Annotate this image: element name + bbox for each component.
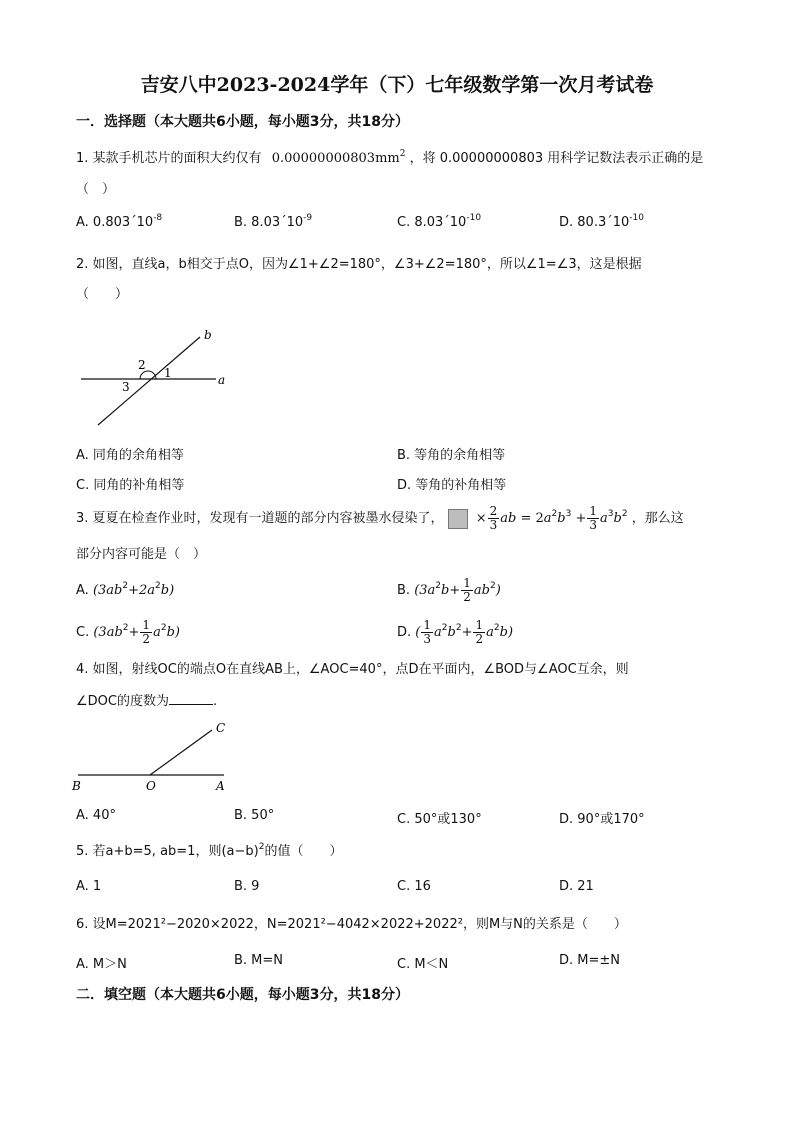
section-2-heading: 二．填空题（本大题共6小题，每小题3分，共18分） (76, 987, 409, 1003)
ink-smudge (448, 509, 468, 529)
q1-paren: （ ） (76, 182, 116, 197)
question-4: 4. 如图，射线OC的端点O在直线AB上，∠AOC=40°，点D在平面内，∠BOD与∠AOC互余，则 (76, 662, 629, 677)
q4-line-2: ∠DOC的度数为 . (76, 694, 218, 709)
q3-option-d[interactable]: D. ( $\frac{1}{3}$ $a^2b^2+$ $\frac{1}{2}$ $a^2b$) (397, 618, 514, 646)
q6-option-d[interactable]: D. M=±N (559, 953, 621, 968)
ray-oc (150, 730, 212, 775)
label-a: a (218, 373, 226, 387)
q1-option-b[interactable]: B. $8.03´10^{-9}$ (234, 213, 313, 230)
q3-option-c[interactable]: C. ($3ab^2+$ $\frac{1}{2}$ $a^2b$) (76, 618, 180, 646)
q2-option-d[interactable]: D. 等角的补角相等 (397, 478, 507, 493)
q2-paren: （ ） (76, 287, 129, 302)
q1-option-d[interactable]: D. $80.3´10^{-10}$ (559, 213, 644, 230)
q1-prefix: 1. 某款手机芯片的面积大约仅有 (76, 151, 262, 166)
label-b: b (204, 328, 212, 342)
q3-option-a[interactable]: A. $(3ab^2+2a^2b)$ (76, 581, 175, 598)
label-o: O (146, 779, 156, 793)
label-a: A (216, 779, 225, 793)
q5-option-a[interactable]: A. 1 (76, 879, 102, 894)
exam-title: 吉安八中2023-2024学年（下）七年级数学第一次月考试卷 (140, 74, 654, 96)
line-b (98, 337, 200, 425)
section-1-heading: 一．选择题（本大题共6小题，每小题3分，共18分） (76, 114, 409, 130)
answer-blank[interactable] (169, 692, 213, 705)
q4-option-a[interactable]: A. 40° (76, 808, 116, 823)
label-2: 2 (138, 358, 146, 372)
question-6: 6. 设M=2021²−2020×2022，N=2021²−4042×2022+2022²，则M与N的关系是（ ） (76, 917, 627, 932)
q2-option-a[interactable]: A. 同角的余角相等 (76, 448, 184, 463)
q5-option-b[interactable]: B. 9 (234, 879, 260, 894)
q5-option-d[interactable]: D. 21 (559, 879, 594, 894)
label-1: 1 (164, 366, 172, 380)
q1-option-a[interactable]: A. $0.803´10^{-8}$ (76, 213, 163, 230)
q2-option-b[interactable]: B. 等角的余角相等 (397, 448, 506, 463)
q2-option-c[interactable]: C. 同角的补角相等 (76, 478, 185, 493)
q3-option-b[interactable]: B. ($3a^2b+$ $\frac{1}{2}$ $ab^2$) (397, 576, 501, 604)
q6-option-c[interactable]: C. M＜N (397, 957, 449, 972)
question-2: 2. 如图，直线a，b相交于点O，因为∠1+∠2=180°，∠3+∠2=180°，所以∠1=∠3，这是根据 (76, 257, 642, 272)
q4-option-c[interactable]: C. 50°或130° (397, 812, 482, 827)
label-b: B (72, 779, 81, 793)
q5-option-c[interactable]: C. 16 (397, 879, 431, 894)
q1-mid: ，将 0.00000000803 用科学记数法表示正确的是 (409, 151, 704, 166)
question-3: 3. 夏夏在检查作业时，发现有一道题的部分内容被墨水侵染了， × $\frac{2}{3}$ ab = $2a^2b^3$ + $\frac{1}{3}$ $a^3b^2$ ，那么这 (76, 504, 684, 532)
label-3: 3 (122, 380, 130, 394)
question-1: 1. 某款手机芯片的面积大约仅有 $0.00000000803mm^2$ ，将 0.00000000803 用科学记数法表示正确的是 (76, 149, 704, 166)
q4-option-d[interactable]: D. 90°或170° (559, 812, 645, 827)
q1-option-c[interactable]: C. $8.03´10^{-10}$ (397, 213, 482, 230)
label-c: C (216, 721, 226, 735)
question-5: 5. 若a+b=5, ab=1，则$(a-b)^2$的值（ ） (76, 842, 343, 859)
q4-figure (70, 718, 240, 798)
q6-option-b[interactable]: B. M=N (234, 953, 284, 968)
q6-option-a[interactable]: A. M＞N (76, 957, 127, 972)
q4-option-b[interactable]: B. 50° (234, 808, 275, 823)
q3-line-2: 部分内容可能是（ ） (76, 547, 207, 562)
q2-figure (76, 325, 236, 430)
q1-value: 0.00000000803mm (271, 151, 400, 166)
